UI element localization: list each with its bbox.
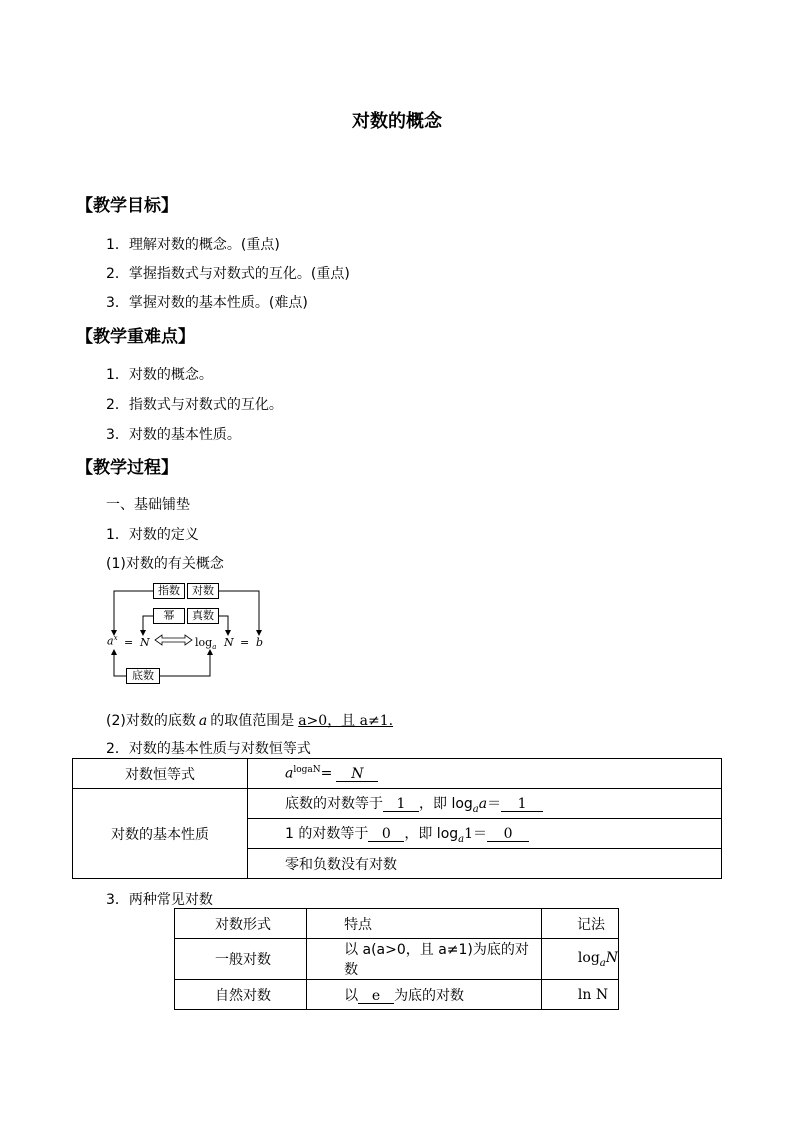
subheading: (1)对数的有关概念 [106, 556, 224, 572]
subheading: 1．对数的定义 [106, 527, 199, 543]
cell-notation: $\log_aN$ [541, 939, 618, 980]
diagram-ax: $a^x$ [107, 634, 118, 648]
header-cell: 记法 [541, 909, 618, 939]
cell-property-1: 底数的对数等于 1 ，即 $\log_aa= 1$ [248, 789, 722, 819]
list-item: 1．理解对数的概念。(重点) [106, 237, 280, 253]
cell-label: 对数恒等式 [73, 759, 248, 789]
heading-process: 【教学过程】 [76, 458, 178, 478]
box-log: 对数 [187, 583, 219, 599]
header-cell: 特点 [307, 909, 542, 939]
list-item: 1．对数的概念。 [106, 367, 213, 383]
box-index: 指数 [153, 583, 185, 599]
cell-form: 自然对数 [175, 980, 307, 1010]
box-power: 幂 [153, 608, 185, 624]
diagram-log: $\log_a$ [195, 636, 217, 652]
diagram-eq: = [240, 636, 250, 649]
cell-feature: 以 e 为底的对数 [307, 980, 542, 1010]
cell-identity: $a^{logaN}= N$ [248, 759, 722, 789]
cell-form: 一般对数 [175, 939, 307, 980]
box-true-number: 真数 [187, 608, 219, 624]
log-concept-diagram [100, 578, 275, 688]
subheading: 一、基础铺垫 [106, 497, 190, 513]
diagram-n: N [140, 636, 150, 649]
diagram-eq: = [124, 636, 134, 649]
list-item: 3．对数的基本性质。 [106, 427, 241, 443]
list-item: 2．指数式与对数式的互化。 [106, 397, 283, 413]
subheading: 2．对数的基本性质与对数恒等式 [106, 741, 311, 757]
subheading: 3．两种常见对数 [106, 892, 213, 908]
log-property-table [72, 758, 722, 879]
list-item: 2．掌握指数式与对数式的互化。(重点) [106, 266, 350, 282]
heading-key-points: 【教学重难点】 [76, 327, 195, 347]
heading-goals: 【教学目标】 [76, 196, 178, 216]
header-cell: 对数形式 [175, 909, 307, 939]
common-log-table [174, 908, 619, 1010]
page-title: 对数的概念 [352, 111, 442, 132]
list-item: 3．掌握对数的基本性质。(难点) [106, 295, 308, 311]
cell-property-3: 零和负数没有对数 [248, 849, 722, 879]
box-base: 底数 [126, 668, 160, 684]
diagram-b: b [256, 636, 264, 649]
base-range-line: (2)对数的底数 a 的取值范围是 a>0，且 a≠1. [106, 713, 394, 729]
cell-notation: ln N [541, 980, 618, 1010]
cell-property-2: 1 的对数等于 0 ，即 $\log_a1= 0$ [248, 819, 722, 849]
diagram-n: N [224, 636, 234, 649]
cell-label: 对数的基本性质 [73, 789, 248, 879]
cell-feature: 以 a(a>0，且 a≠1)为底的对数 [307, 939, 542, 980]
